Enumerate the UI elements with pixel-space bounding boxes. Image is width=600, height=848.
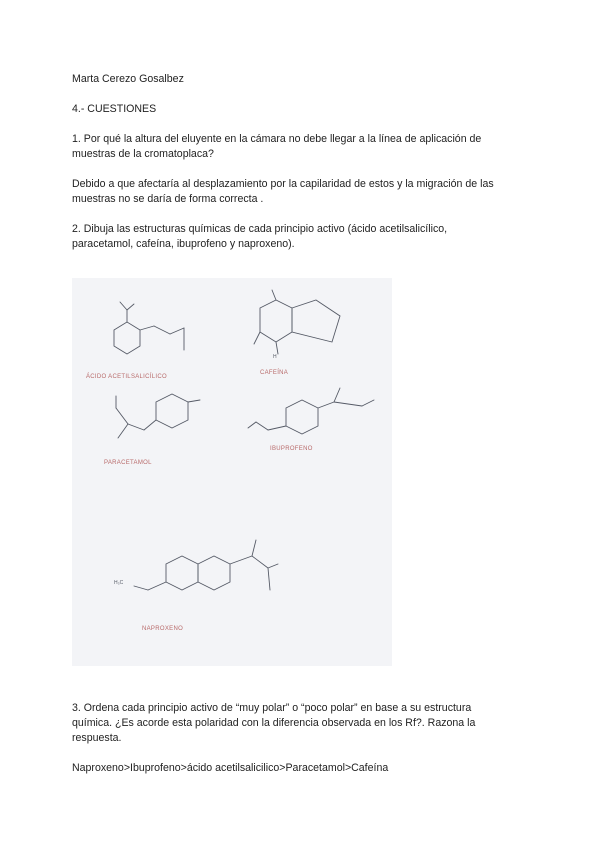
- aspirin-structure: [86, 302, 184, 380]
- paracetamol-structure: [104, 394, 200, 466]
- svg-text:H₃C: H₃C: [114, 580, 124, 586]
- caffeine-label: CAFEÍNA: [260, 370, 289, 376]
- naproxen-structure: [114, 540, 278, 632]
- ibuprofen-label: IBUPROFENO: [270, 446, 313, 452]
- question-2-line-1: 2. Dibuja las estructuras químicas de cada principio activo (ácido acetilsalicílico,: [72, 223, 448, 235]
- question-2-line-2: paracetamol, cafeína, ibuprofeno y naproxeno).: [72, 238, 295, 250]
- question-3-line-1: 3. Ordena cada principio activo de “muy polar” o “poco polar” en base a su estructura: [72, 702, 472, 714]
- naproxen-label: NAPROXENO: [142, 626, 184, 632]
- question-3-line-2: química. ¿Es acorde esta polaridad con la diferencia observada en los Rf?. Razona la: [72, 717, 476, 729]
- question-3-line-3: respuesta.: [72, 732, 122, 744]
- answer-1-line-2: muestras no se daría de forma correcta .: [72, 193, 264, 205]
- answer-3: Naproxeno>Ibuprofeno>ácido acetilsalicilico>Paracetamol>Cafeína: [72, 762, 389, 774]
- section-title: 4.- CUESTIONES: [72, 103, 157, 115]
- author-name: Marta Cerezo Gosalbez: [72, 73, 184, 85]
- caffeine-structure: [254, 290, 340, 376]
- question-1-line-2: muestras de la cromatoplaca?: [72, 148, 214, 160]
- ibuprofen-structure: [248, 388, 374, 452]
- paracetamol-label: PARACETAMOL: [104, 460, 152, 466]
- aspirin-label: ÁCIDO ACETILSALICÍLICO: [86, 374, 167, 380]
- structures-drawing-photo: [72, 278, 392, 666]
- answer-1-line-1: Debido a que afectaría al desplazamiento por la capilaridad de estos y la migración de las: [72, 178, 494, 190]
- question-1-line-1: 1. Por qué la altura del eluyente en la cámara no debe llegar a la línea de aplicación de: [72, 133, 482, 145]
- svg-text:H: H: [273, 354, 277, 360]
